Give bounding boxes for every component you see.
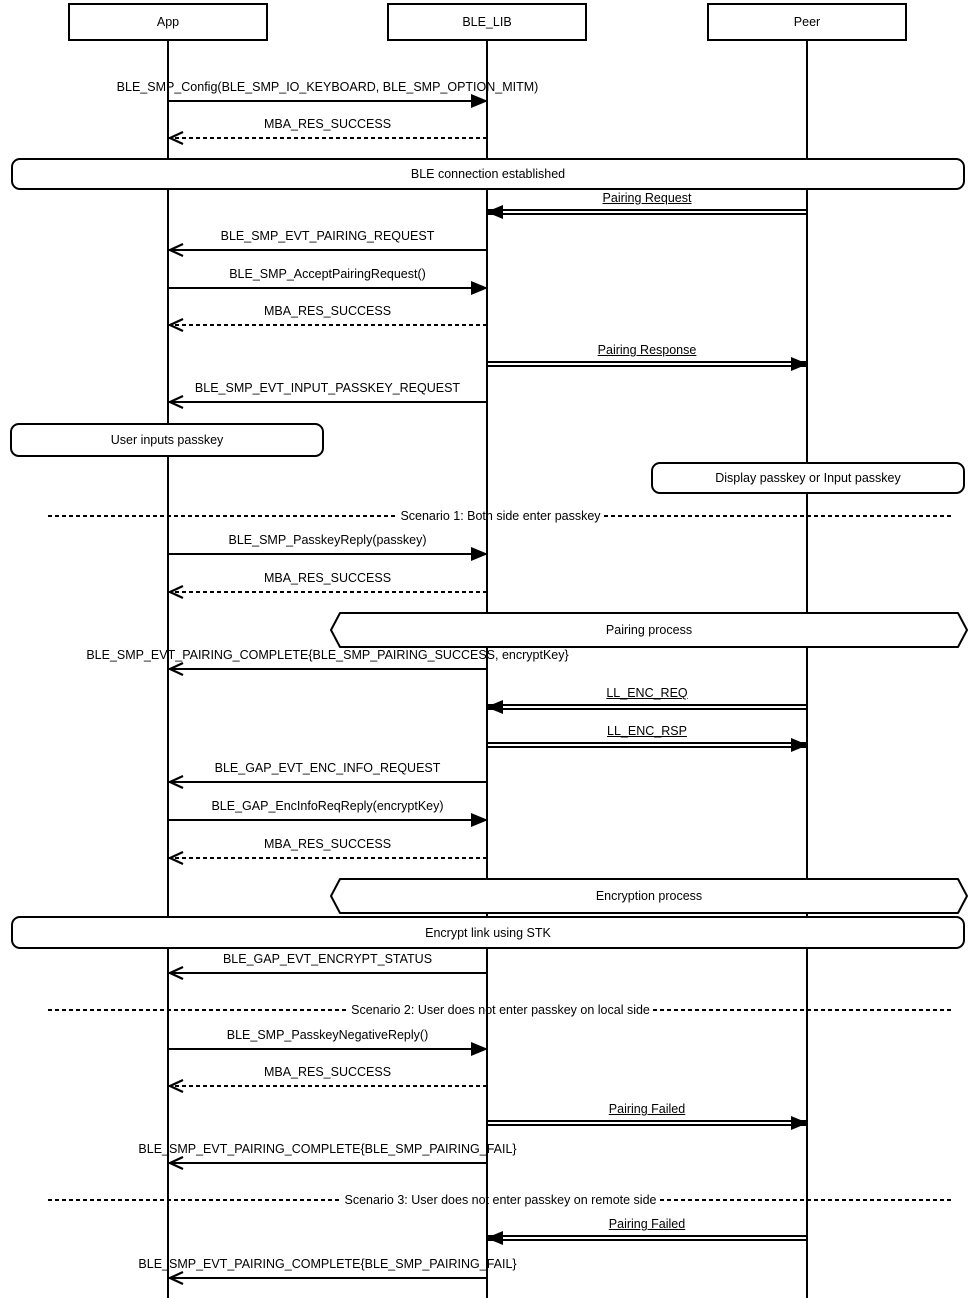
banner-pairing-process xyxy=(330,612,968,648)
message-label: MBA_RES_SUCCESS xyxy=(263,304,392,318)
message-line xyxy=(168,781,487,783)
note-label: User inputs passkey xyxy=(110,433,224,447)
message-line xyxy=(168,1048,487,1050)
banner-label: Pairing process xyxy=(605,623,693,637)
message-label: Pairing Response xyxy=(597,343,697,357)
message-line xyxy=(168,668,487,670)
note-ble-connection-established xyxy=(11,158,965,190)
divider-scenario-1 xyxy=(48,505,953,527)
actor-label: Peer xyxy=(793,15,821,29)
message-line xyxy=(487,209,807,215)
message xyxy=(168,828,487,872)
message-label: BLE_SMP_PasskeyReply(passkey) xyxy=(228,533,427,547)
message xyxy=(487,334,807,378)
divider-label: Scenario 2: User does not enter passkey on local side xyxy=(351,1003,650,1017)
open-arrowhead-icon xyxy=(167,584,185,600)
actor-label: BLE_LIB xyxy=(462,15,512,29)
note-user-inputs-passkey xyxy=(10,423,324,457)
message xyxy=(487,1208,807,1252)
message-line xyxy=(168,819,487,821)
message-label: MBA_RES_SUCCESS xyxy=(263,837,392,851)
message-line xyxy=(168,287,487,289)
message-line xyxy=(168,857,487,859)
message-line xyxy=(487,1120,807,1126)
message-line xyxy=(487,742,807,748)
message-line xyxy=(168,1085,487,1087)
message-label: BLE_SMP_EVT_PAIRING_REQUEST xyxy=(220,229,435,243)
message xyxy=(168,108,487,152)
message-line xyxy=(168,591,487,593)
message-label: BLE_SMP_Config(BLE_SMP_IO_KEYBOARD, BLE_SMP_OPTION_MITM) xyxy=(116,80,539,94)
message-label: BLE_SMP_EVT_PAIRING_COMPLETE{BLE_SMP_PAIRING_FAIL} xyxy=(138,1142,517,1156)
open-arrowhead-icon xyxy=(167,965,185,981)
banner-encryption-process xyxy=(330,878,968,914)
divider-line xyxy=(48,1009,348,1011)
message-label: MBA_RES_SUCCESS xyxy=(263,571,392,585)
divider-scenario-3 xyxy=(48,1189,953,1211)
filled-arrowhead-icon xyxy=(471,813,488,827)
message-label: BLE_SMP_AcceptPairingRequest() xyxy=(229,267,426,281)
message-line xyxy=(168,1277,487,1279)
open-arrowhead-icon xyxy=(167,242,185,258)
divider-line xyxy=(653,1009,953,1011)
message-label: MBA_RES_SUCCESS xyxy=(263,1065,392,1079)
open-arrowhead-icon xyxy=(167,1155,185,1171)
open-arrowhead-icon xyxy=(167,130,185,146)
message-line xyxy=(487,704,807,710)
message-line xyxy=(168,324,487,326)
message-label: LL_ENC_RSP xyxy=(607,724,687,738)
filled-arrowhead-icon xyxy=(791,357,808,371)
message xyxy=(168,562,487,606)
message-line xyxy=(168,401,487,403)
open-arrowhead-icon xyxy=(167,1270,185,1286)
filled-arrowhead-icon xyxy=(471,94,488,108)
message-label: Pairing Failed xyxy=(608,1102,686,1116)
note-display-passkey xyxy=(651,462,965,494)
message-label: Pairing Request xyxy=(602,191,692,205)
note-encrypt-link-stk xyxy=(11,916,965,949)
divider-line xyxy=(604,515,953,517)
message xyxy=(168,1056,487,1100)
message xyxy=(168,372,487,416)
divider-label: Scenario 1: Both side enter passkey xyxy=(400,509,601,523)
message-line xyxy=(168,1162,487,1164)
open-arrowhead-icon xyxy=(167,317,185,333)
message-label: BLE_SMP_EVT_INPUT_PASSKEY_REQUEST xyxy=(194,381,461,395)
message xyxy=(138,1133,517,1177)
message-line xyxy=(487,1235,807,1241)
message-label: LL_ENC_REQ xyxy=(606,686,688,700)
message-label: BLE_GAP_EncInfoReqReply(encryptKey) xyxy=(211,799,444,813)
message-line xyxy=(168,249,487,251)
message xyxy=(487,1093,807,1137)
open-arrowhead-icon xyxy=(167,394,185,410)
message-label: BLE_SMP_EVT_PAIRING_COMPLETE{BLE_SMP_PAIRING_SUCCESS, encryptKey} xyxy=(86,648,569,662)
message xyxy=(168,943,487,987)
open-arrowhead-icon xyxy=(167,850,185,866)
filled-arrowhead-icon xyxy=(471,281,488,295)
filled-arrowhead-icon xyxy=(486,700,503,714)
message-line xyxy=(487,361,807,367)
divider-line xyxy=(660,1199,954,1201)
message-label: Pairing Failed xyxy=(608,1217,686,1231)
filled-arrowhead-icon xyxy=(471,547,488,561)
open-arrowhead-icon xyxy=(167,1078,185,1094)
filled-arrowhead-icon xyxy=(486,1231,503,1245)
message-line xyxy=(168,553,487,555)
message-label: MBA_RES_SUCCESS xyxy=(263,117,392,131)
actor-peer xyxy=(707,3,907,41)
divider-line xyxy=(48,1199,342,1201)
filled-arrowhead-icon xyxy=(471,1042,488,1056)
open-arrowhead-icon xyxy=(167,661,185,677)
message-label: BLE_SMP_PasskeyNegativeReply() xyxy=(226,1028,429,1042)
message-label: BLE_GAP_EVT_ENCRYPT_STATUS xyxy=(222,952,433,966)
message xyxy=(168,295,487,339)
message-label: BLE_GAP_EVT_ENC_INFO_REQUEST xyxy=(214,761,441,775)
message-line xyxy=(168,137,487,139)
divider-label: Scenario 3: User does not enter passkey on remote side xyxy=(344,1193,657,1207)
note-label: Display passkey or Input passkey xyxy=(715,471,901,485)
open-arrowhead-icon xyxy=(167,774,185,790)
actor-app xyxy=(68,3,268,41)
message-label: BLE_SMP_EVT_PAIRING_COMPLETE{BLE_SMP_PAIRING_FAIL} xyxy=(138,1257,517,1271)
message xyxy=(138,1248,517,1292)
filled-arrowhead-icon xyxy=(486,205,503,219)
actor-label: App xyxy=(156,15,180,29)
divider-scenario-2 xyxy=(48,999,953,1021)
actor-ble-lib xyxy=(387,3,587,41)
message xyxy=(487,715,807,759)
divider-line xyxy=(48,515,397,517)
filled-arrowhead-icon xyxy=(791,738,808,752)
message-line xyxy=(168,100,487,102)
banner-label: Encryption process xyxy=(595,889,703,903)
filled-arrowhead-icon xyxy=(791,1116,808,1130)
note-label: BLE connection established xyxy=(410,167,566,181)
note-label: Encrypt link using STK xyxy=(425,925,551,940)
message-line xyxy=(168,972,487,974)
